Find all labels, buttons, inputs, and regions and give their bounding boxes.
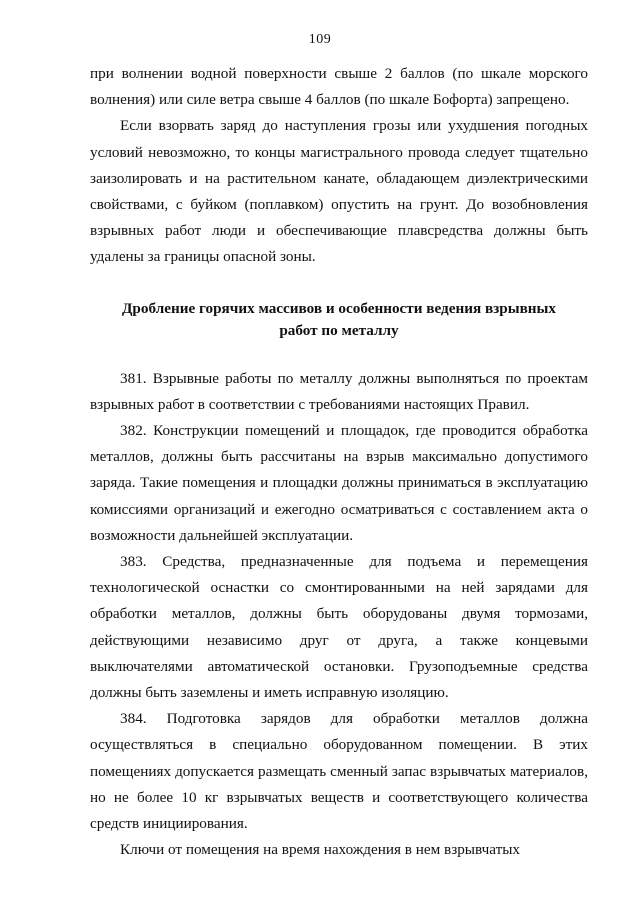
paragraph-storm-procedure: Если взорвать заряд до наступления грозы или ухудшения погодных условий невозможно, то концы магистрального провода следует тщательно заизолировать и на растительном канате, обладающем диэлектрическими свойствами, с буйком (поплавком) опустить на грунт. До возобновления взрывных работ люди и обеспечивающие плавсредства должны быть удалены за границы опасной зоны.	[90, 117, 588, 266]
spacer	[90, 342, 588, 366]
paragraph-continuation: при волнении водной поверхности свыше 2 баллов (по шкале морского волнения) или силе ветра свыше 4 баллов (по шкале Бофорта) запрещено.	[90, 65, 588, 109]
page-number: 109	[308, 32, 332, 47]
paragraph-384: 384. Подготовка зарядов для обработки металлов должна осуществляться в специально оборудованном помещении. В этих помещениях допускается размещать сменный запас взрывчатых материалов, но не более 10 кг взрывчатых веществ и соответствующего количества средств инициирования.	[90, 710, 588, 833]
section-heading-line-2: работ по металлу	[279, 321, 399, 339]
paragraph-382: 382. Конструкции помещений и площадок, где проводится обработка металлов, должны быть рассчитаны на взрыв максимально допустимого заряда. Такие помещения и площадки должны приниматься в эксплуатацию комиссиями организаций и ежегодно осматриваться с составлением акта о возможности дальнейшей эксплуатации.	[90, 422, 588, 544]
section-heading	[90, 298, 588, 342]
section-heading-line-1: Дробление горячих массивов и особенности ведения взрывных	[121, 299, 556, 317]
paragraph-keys-fragment: Ключи от помещения на время нахождения в нем взрывчатых	[120, 841, 521, 859]
document-body	[90, 61, 588, 863]
spacer	[90, 271, 588, 298]
paragraph-383: 383. Средства, предназначенные для подъема и перемещения технологической оснастки со смонтированными на ней зарядами для обработки металлов, должны быть оборудованы двумя тормозами, действующими независимо друг от друга, а также концевыми выключателями автоматической остановки. Грузоподъемные средства должны быть заземлены и иметь исправную изоляцию.	[90, 553, 588, 702]
paragraph-381: 381. Взрывные работы по металлу должны выполняться по проектам взрывных работ в соответствии с требованиями настоящих Правил.	[90, 369, 588, 413]
